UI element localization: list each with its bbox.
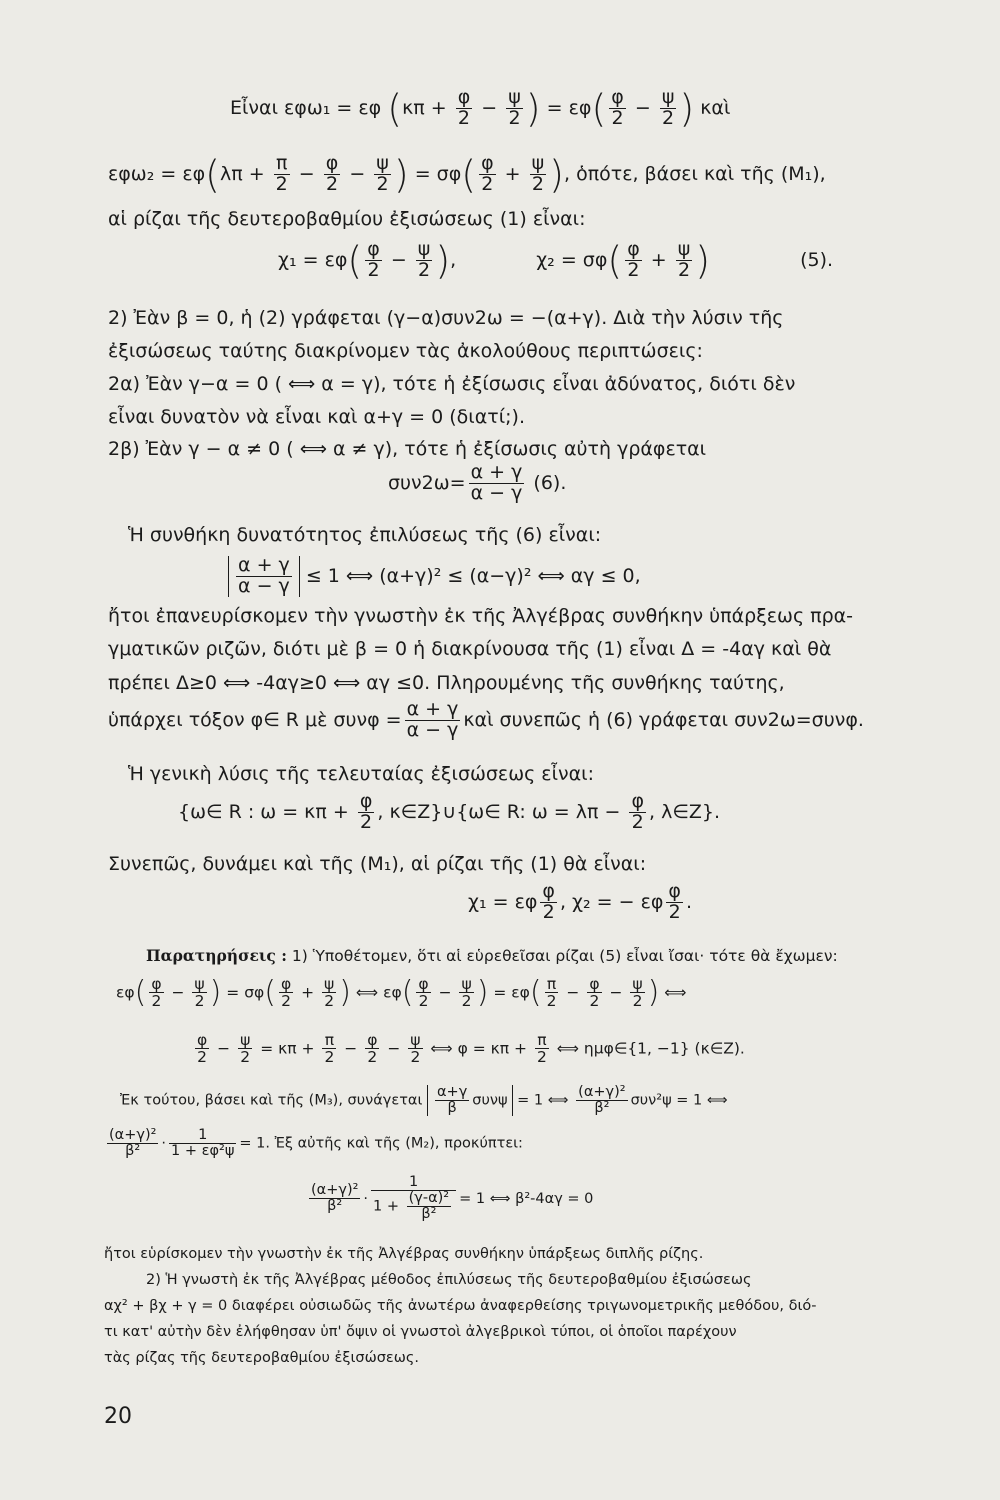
- page-number: 20: [104, 1404, 132, 1429]
- fraction: $\frac{\varphi}{2}$: [367, 238, 380, 281]
- text-line: ἤτοι εὑρίσκομεν τὴν γνωστὴν ἐκ τῆς Ἀλγέβρας συνθήκην ὑπάρξεως διπλῆς ρίζης.: [104, 1246, 704, 1262]
- text-line: εἶναι δυνατὸν νὰ εἶναι καὶ α+γ = 0 (διατί;).: [108, 406, 525, 428]
- fraction: $\frac{\psi}{2}$: [531, 152, 545, 195]
- fraction: $\frac{\varphi}{2}$: [611, 86, 624, 129]
- text-line: πρέπει Δ≥0 ⟺ -4αγ≥0 ⟺ αγ ≤0. Πληρουμένης τῆς συνθήκης ταύτης,: [108, 672, 785, 694]
- equation-remark-3: Ἐκ τούτου, βάσει καὶ τῆς (M₃), συνάγεται $\frac{\alpha+\gamma}{\beta}$ συνψ = 1 ⟺ $\frac{\text{(α+γ)²}}{\text{β²}}$ συν²ψ = 1 ⟺: [120, 1084, 728, 1117]
- text-line: Ἡ συνθήκη δυνατότητος ἐπιλύσεως τῆς (6) εἶναι:: [128, 524, 602, 546]
- text-line: αχ² + βχ + γ = 0 διαφέρει οὐσιωδῶς τῆς ἀνωτέρω ἀναφερθείσης τριγωνομετρικῆς μεθόδου, διό-: [104, 1298, 817, 1314]
- text-line: ἤτοι ἐπανευρίσκομεν τὴν γνωστὴν ἐκ τῆς Ἀλγέβρας συνθήκην ὑπάρξεως πρα-: [108, 605, 854, 627]
- fraction: $\frac{\varphi}{2}$: [325, 152, 339, 195]
- equation-remark-4: $\frac{\text{(α+γ)²}}{\text{β²}}$ · $\frac{1}{\text{1 + εφ²ψ}}$ = 1. Ἐξ αὐτῆς καὶ τῆς (M₂), προκύπτει:: [109, 1127, 523, 1160]
- text-line: γματικῶν ριζῶν, διότι μὲ β = 0 ἡ διακρίνουσα τῆς (1) εἶναι Δ = -4αγ καὶ θὰ: [108, 638, 832, 660]
- fraction: $\frac{\psi}{2}$: [661, 86, 675, 129]
- text-line: τι κατ' αὐτὴν δὲν ἐλήφθησαν ὑπ' ὄψιν οἱ γνωστοὶ ἀλγεβρικοὶ τύποι, οἱ ὁποῖοι παρέχουν: [104, 1324, 737, 1340]
- equation-tan-omega1: Εἶναι εφω₁ = εφ (κπ + $\frac{\varphi}{2}$ − $\frac{\psi}{2}$ ) = εφ( $\frac{\varphi}{2}$ − $\frac{\psi}{2}$ ) καὶ: [230, 86, 731, 131]
- equation-remark-5: $\frac{\text{(α+γ)²}}{\text{β²}}$ · 1 1 + $\frac{\text{(γ-α)²}}{\text{β²}}$ = 1 ⟺ β²-4αγ = 0: [311, 1174, 594, 1223]
- equation-remark-1: εφ( $\frac{\varphi}{2}$ − $\frac{\psi}{2}$ ) = σφ( $\frac{\varphi}{2}$ + $\frac{\psi}{2}$ ) ⟺ εφ( $\frac{\varphi}{2}$ − $\frac{\psi}{2}$ ) = εφ( $\frac{\pi}{2}$ − $\frac{\varphi}{2}$ − $\frac{\psi}{2}$ ) ⟺: [116, 974, 687, 1011]
- fraction: $\frac{\alpha + \gamma}{\alpha - \gamma}$: [406, 698, 459, 741]
- fraction: $\frac{\varphi}{2}$: [627, 238, 640, 281]
- fraction: $\frac{\varphi}{2}$: [631, 790, 644, 833]
- equation-general-solution: {ω∈ R : ω = κπ + $\frac{\varphi}{2}$ , κ∈Z}∪{ω∈ R: ω = λπ − $\frac{\varphi}{2}$ , λ∈Z}.: [178, 790, 721, 833]
- fraction: $\frac{\psi}{2}$: [376, 152, 389, 195]
- fraction: $\frac{\varphi}{2}$: [481, 152, 494, 195]
- fraction: $\frac{\varphi}{2}$: [542, 880, 555, 923]
- equation-roots-final: χ₁ = εφ $\frac{\varphi}{2}$ , χ₂ = − εφ $\frac{\varphi}{2}$ .: [468, 880, 692, 923]
- text-line: αἱ ρίζαι τῆς δευτεροβαθμίου ἐξισώσεως (1) εἶναι:: [108, 208, 586, 230]
- remarks-line: Παρατηρήσεις : 1) Ὑποθέτομεν, ὅτι αἱ εὑρεθεῖσαι ρίζαι (5) εἶναι ἴσαι· τότε θὰ ἔχωμεν:: [146, 946, 838, 965]
- equation-tan-omega2: εφω₂ = εφ(λπ + $\frac{\pi}{2}$ − $\frac{\varphi}{2}$ − $\frac{\psi}{2}$ ) = σφ( $\frac{\varphi}{2}$ + $\frac{\psi}{2}$ ), ὁπότε, βάσει καὶ τῆς (M₁),: [108, 152, 826, 197]
- text-line: Συνεπῶς, δυνάμει καὶ τῆς (M₁), αἱ ρίζαι τῆς (1) θὰ εἶναι:: [108, 853, 647, 875]
- text-line: τὰς ρίζας τῆς δευτεροβαθμίου ἐξισώσεως.: [104, 1350, 419, 1366]
- text-line: 2β) Ἐὰν γ − α ≠ 0 ( ⟺ α ≠ γ), τότε ἡ ἐξίσωσις αὐτὴ γράφεται: [108, 438, 707, 460]
- fraction: $\frac{\varphi}{2}$: [359, 790, 373, 833]
- fraction: $\frac{\varphi}{2}$: [457, 86, 471, 129]
- equation-roots-5: χ₁ = εφ( $\frac{\varphi}{2}$ − $\frac{\psi}{2}$ ), χ₂ = σφ( $\frac{\varphi}{2}$ + $\frac{\psi}{2}$ ) (5).: [278, 238, 834, 283]
- fraction: $\frac{\varphi}{2}$: [668, 880, 681, 923]
- remarks-heading: Παρατηρήσεις :: [146, 946, 287, 965]
- text-line: 2) Ἡ γνωστὴ ἐκ τῆς Ἀλγέβρας μέθοδος ἐπιλύσεως τῆς δευτεροβαθμίου ἐξισώσεως: [146, 1272, 752, 1288]
- equation-remark-2: $\frac{\varphi}{2}$ − $\frac{\psi}{2}$ = κπ + $\frac{\pi}{2}$ − $\frac{\varphi}{2}$ − $\frac{\psi}{2}$ ⟺ φ = κπ + $\frac{\pi}{2}$ ⟺ ημφ∈{1, −1} (κ∈Z).: [197, 1031, 745, 1067]
- text-line: Ἡ γενικὴ λύσις τῆς τελευταίας ἐξισώσεως εἶναι:: [128, 763, 594, 785]
- text-line: 2α) Ἐὰν γ−α = 0 ( ⟺ α = γ), τότε ἡ ἐξίσωσις εἶναι ἀδύνατος, διότι δὲν: [108, 373, 796, 395]
- text-line: ἐξισώσεως ταύτης διακρίνομεν τὰς ἀκολούθους περιπτώσεις:: [108, 340, 703, 362]
- text-line: 2) Ἐὰν β = 0, ἡ (2) γράφεται (γ−α)συν2ω = −(α+γ). Διὰ τὴν λύσιν τῆς: [108, 307, 784, 329]
- equation-cos-phi: ὑπάρχει τόξον φ∈ R μὲ συνφ = $\frac{\alpha + \gamma}{\alpha - \gamma}$ καὶ συνεπῶς ἡ (6) γράφεται συν2ω=συνφ.: [108, 698, 864, 741]
- equation-condition: $\frac{\alpha + \gamma}{\alpha - \gamma}$ ≤ 1 ⟺ (α+γ)² ≤ (α−γ)² ⟺ αγ ≤ 0,: [228, 556, 641, 597]
- fraction: $\frac{\psi}{2}$: [677, 238, 691, 281]
- fraction: $\frac{\alpha + \gamma}{\alpha - \gamma}$: [238, 554, 290, 597]
- fraction: $\frac{\psi}{2}$: [417, 238, 431, 281]
- fraction: $\frac{\alpha + \gamma}{\alpha - \gamma}$: [470, 461, 523, 504]
- fraction: $\frac{\psi}{2}$: [508, 86, 521, 129]
- equation-6: συν2ω= $\frac{\alpha + \gamma}{\alpha - \gamma}$ (6).: [388, 461, 567, 504]
- eq-text: Εἶναι εφω₁ = εφ: [230, 96, 382, 119]
- fraction: $\frac{\pi}{2}$: [275, 152, 288, 195]
